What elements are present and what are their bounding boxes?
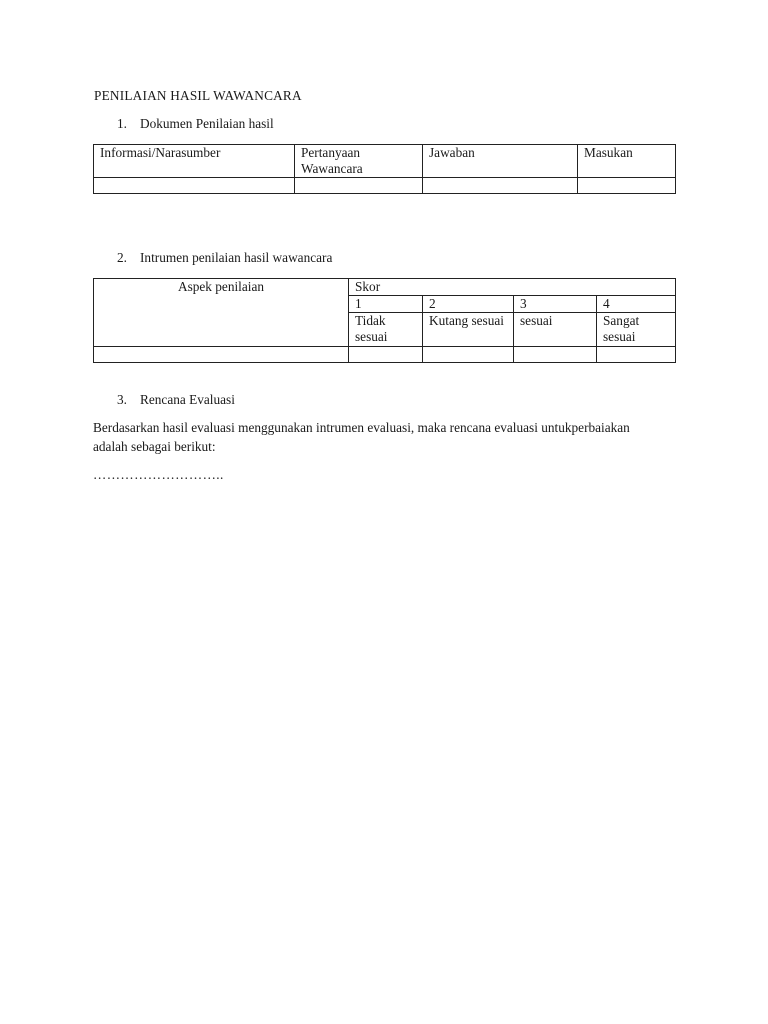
table-cell <box>423 178 578 194</box>
column-header-jawaban: Jawaban <box>423 145 578 178</box>
assessment-instrument-table <box>93 278 676 363</box>
table-header-row <box>94 279 676 296</box>
section-1-title: Dokumen Penilaian hasil <box>140 116 274 131</box>
table-row <box>94 178 676 194</box>
assessment-document-table <box>93 144 676 194</box>
column-header-pertanyaan: Pertanyaan Wawancara <box>295 145 423 178</box>
table-header-row <box>94 145 676 178</box>
score-number: 1 <box>349 296 423 313</box>
evaluation-paragraph: Berdasarkan hasil evaluasi menggunakan intrumen evaluasi, maka rencana evaluasi untukperbaiakan adalah sebagai berikut: <box>93 420 630 454</box>
table-cell <box>423 347 514 363</box>
score-number: 2 <box>423 296 514 313</box>
column-header-skor: Skor <box>349 279 676 296</box>
table-cell <box>94 178 295 194</box>
section-3-title: Rencana Evaluasi <box>140 392 235 407</box>
section-2-title: Intrumen penilaian hasil wawancara <box>140 250 333 265</box>
section-2-number: 2. <box>117 250 127 265</box>
score-label: Sangat sesuai <box>597 313 676 347</box>
table-cell <box>597 347 676 363</box>
section-2-heading <box>117 250 332 266</box>
section-3-number: 3. <box>117 392 127 407</box>
table-cell <box>349 347 423 363</box>
table-cell <box>94 347 349 363</box>
score-label: Kutang sesuai <box>423 313 514 347</box>
document-title: PENILAIAN HASIL WAWANCARA <box>94 88 302 103</box>
score-number: 3 <box>514 296 597 313</box>
fill-in-placeholder: ……………………….. <box>93 467 224 482</box>
table-cell <box>514 347 597 363</box>
score-label: sesuai <box>514 313 597 347</box>
table-row <box>94 347 676 363</box>
section-3-heading <box>117 392 235 408</box>
section-1-number: 1. <box>117 116 127 131</box>
table-cell <box>295 178 423 194</box>
column-header-informasi: Informasi/Narasumber <box>94 145 295 178</box>
score-label: Tidak sesuai <box>349 313 423 347</box>
column-header-masukan: Masukan <box>578 145 676 178</box>
score-number: 4 <box>597 296 676 313</box>
column-header-aspek: Aspek penilaian <box>94 279 349 347</box>
table-cell <box>578 178 676 194</box>
section-1-heading <box>117 116 274 132</box>
